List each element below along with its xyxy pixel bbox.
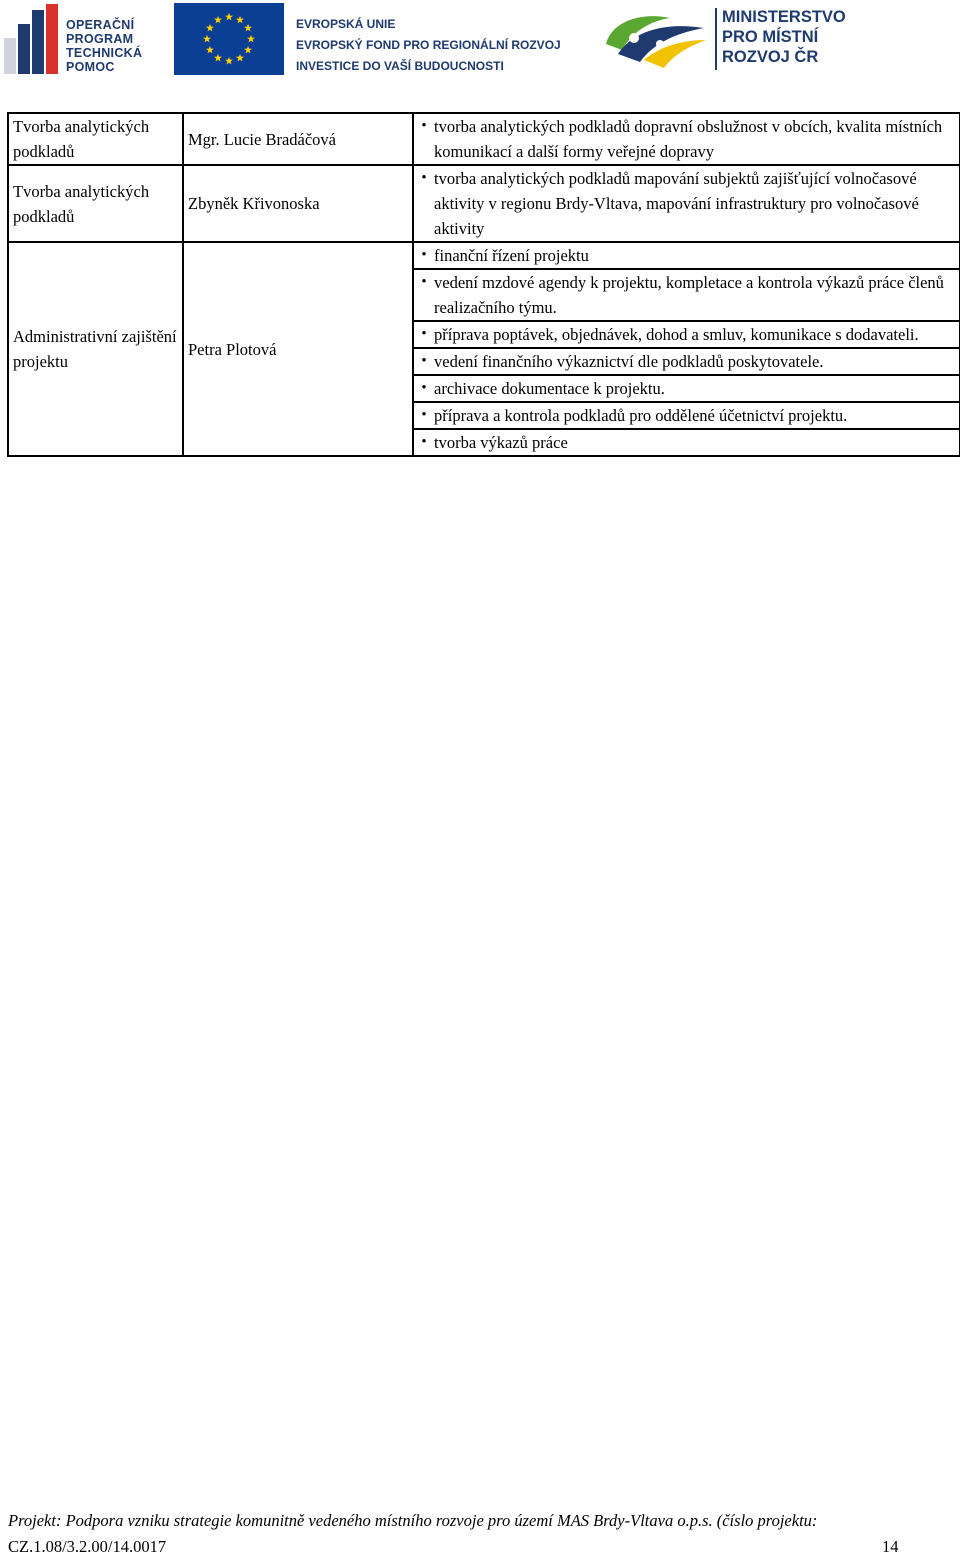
bullet-icon: • bbox=[421, 434, 427, 450]
bullet-icon: • bbox=[421, 353, 427, 369]
task-text: tvorba analytických podkladů mapování subjektů zajišťující volnočasové aktivity v regionu Brdy-Vltava, mapování infrastruktury pro volnočasové aktivity bbox=[434, 169, 919, 238]
bullet-icon: • bbox=[421, 380, 427, 396]
optp-logo bbox=[4, 4, 154, 74]
task-item bbox=[414, 243, 959, 268]
logo-banner bbox=[0, 0, 960, 80]
role-cell: Tvorba analytických podkladů bbox=[8, 165, 183, 242]
optp-line: TECHNICKÁ bbox=[66, 46, 143, 60]
mmr-swoosh-icon bbox=[604, 10, 708, 70]
bullet-icon: • bbox=[421, 118, 427, 134]
optp-line: POMOC bbox=[66, 60, 115, 74]
team-roles-table bbox=[7, 112, 960, 457]
task-text: tvorba výkazů práce bbox=[434, 433, 568, 452]
eu-text bbox=[296, 14, 571, 77]
task-item bbox=[414, 376, 959, 401]
task-text: vedení mzdové agendy k projektu, kompletace a kontrola výkazů práce členů realizačního týmu. bbox=[434, 273, 944, 317]
footer-project-line: Projekt: Podpora vzniku strategie komunitně vedeného místního rozvoje pro území MAS Brdy-Vltava o.p.s. (číslo projektu: bbox=[8, 1511, 818, 1530]
bullet-icon: • bbox=[421, 274, 427, 290]
eu-flag-icon bbox=[174, 3, 284, 75]
bullet-icon: • bbox=[421, 247, 427, 263]
list-item bbox=[414, 430, 959, 455]
table-row bbox=[8, 165, 960, 242]
list-item bbox=[414, 114, 959, 164]
task-item bbox=[414, 403, 959, 428]
task-item bbox=[414, 349, 959, 374]
task-list bbox=[414, 243, 959, 455]
eu-line: EVROPSKÝ FOND PRO REGIONÁLNÍ ROZVOJ bbox=[296, 38, 561, 52]
task-list bbox=[414, 114, 959, 164]
mmr-text bbox=[722, 7, 846, 67]
eu-line: EVROPSKÁ UNIE bbox=[296, 17, 396, 31]
task-text: tvorba analytických podkladů dopravní obslužnost v obcích, kvalita místních komunikací a další formy veřejné dopravy bbox=[434, 117, 943, 161]
eu-line: INVESTICE DO VAŠÍ BUDOUCNOSTI bbox=[296, 59, 504, 73]
bullet-icon: • bbox=[421, 407, 427, 423]
eu-logo bbox=[174, 3, 569, 75]
task-item bbox=[414, 114, 959, 164]
role-cell: Administrativní zajištění projektu bbox=[8, 242, 183, 456]
mmr-logo bbox=[604, 4, 864, 76]
task-text: vedení finančního výkaznictví dle podkladů poskytovatele. bbox=[434, 352, 824, 371]
bullet-icon: • bbox=[421, 326, 427, 342]
page-number: 14 bbox=[882, 1537, 899, 1556]
task-text: finanční řízení projektu bbox=[434, 246, 589, 265]
optp-line: OPERAČNÍ bbox=[66, 18, 135, 32]
mmr-line: MINISTERSTVO bbox=[722, 8, 846, 26]
task-text: archivace dokumentace k projektu. bbox=[434, 379, 665, 398]
person-cell: Petra Plotová bbox=[183, 242, 413, 456]
project-number: CZ.1.08/3.2.00/14.0017 bbox=[8, 1537, 167, 1556]
list-item bbox=[414, 322, 959, 349]
list-item bbox=[414, 243, 959, 270]
tasks-cell bbox=[413, 113, 960, 165]
tasks-cell bbox=[413, 165, 960, 242]
table-row bbox=[8, 242, 960, 456]
role-cell: Tvorba analytických podkladů bbox=[8, 113, 183, 165]
footer-project-number-line bbox=[8, 1534, 948, 1560]
tasks-cell bbox=[413, 242, 960, 456]
list-item bbox=[414, 403, 959, 430]
list-item bbox=[414, 270, 959, 322]
task-item bbox=[414, 322, 959, 347]
mmr-line: PRO MÍSTNÍ bbox=[722, 28, 819, 46]
task-list bbox=[414, 166, 959, 241]
optp-text bbox=[66, 18, 156, 74]
person-cell: Zbyněk Křivonoska bbox=[183, 165, 413, 242]
optp-line: PROGRAM bbox=[66, 32, 134, 46]
table-row bbox=[8, 113, 960, 165]
optp-bars-icon bbox=[4, 4, 60, 74]
task-item bbox=[414, 270, 959, 320]
list-item bbox=[414, 349, 959, 376]
mmr-separator bbox=[715, 8, 717, 70]
mmr-line: ROZVOJ ČR bbox=[722, 48, 819, 66]
bullet-icon: • bbox=[421, 170, 427, 186]
task-item bbox=[414, 166, 959, 241]
task-item bbox=[414, 430, 959, 455]
person-cell: Mgr. Lucie Bradáčová bbox=[183, 113, 413, 165]
list-item bbox=[414, 166, 959, 241]
list-item bbox=[414, 376, 959, 403]
task-text: příprava poptávek, objednávek, dohod a smluv, komunikace s dodavateli. bbox=[434, 325, 919, 344]
page-footer bbox=[8, 1508, 948, 1560]
task-text: příprava a kontrola podkladů pro oddělené účetnictví projektu. bbox=[434, 406, 848, 425]
